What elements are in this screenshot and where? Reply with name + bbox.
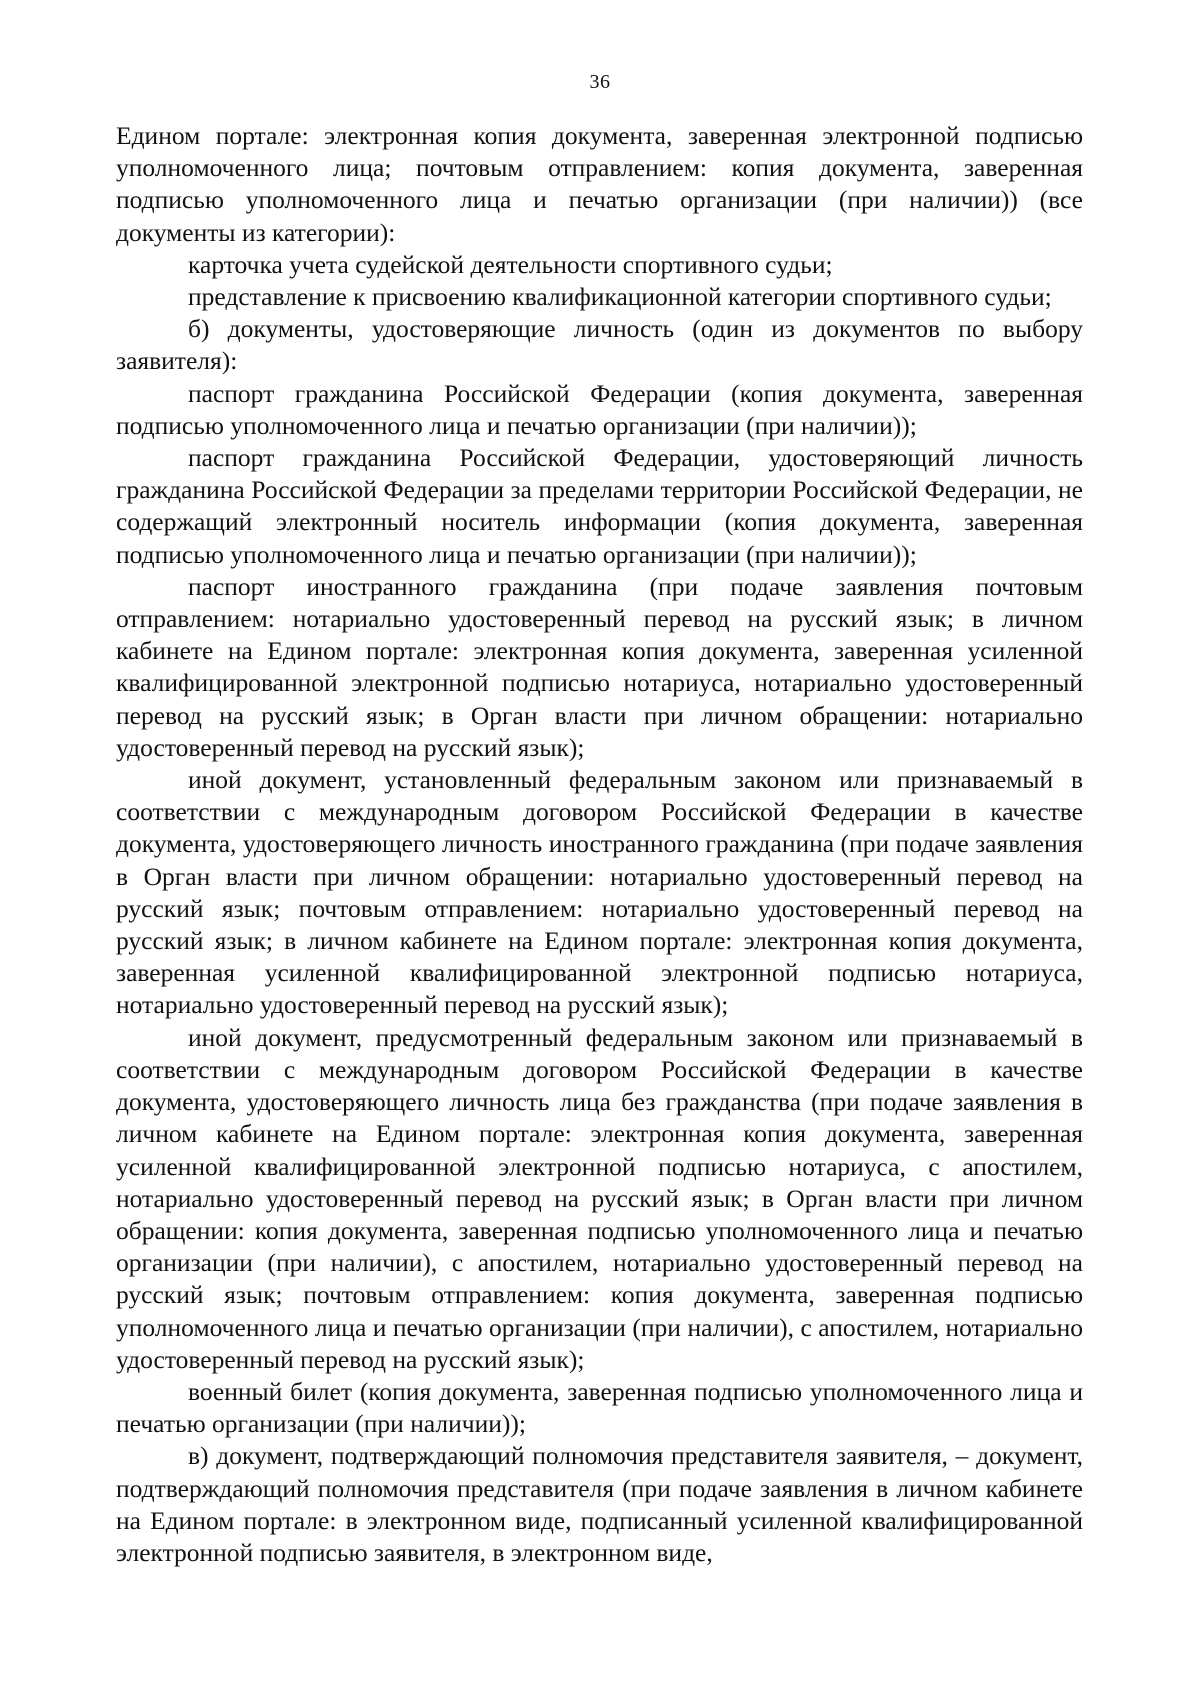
paragraph: военный билет (копия документа, заверенная подписью уполномоченного лица и печатью организации (при наличии));: [116, 1376, 1083, 1439]
paragraph: представление к присвоению квалификационной категории спортивного судьи;: [188, 282, 1052, 312]
paragraph: паспорт гражданина Российской Федерации, удостоверяющий личность гражданина Российской Федерации за пределами территории Российской Федерации, не содержащий электронный носитель информации (копия документа, заверенная подписью уполномоченного лица и печатью организации (при наличии));: [116, 443, 1083, 569]
paragraph: иной документ, предусмотренный федеральным законом или признаваемый в соответствии с международным договором Российской Федерации в качестве документа, удостоверяющего личность лица без гражданства (при подаче заявления в личном кабинете на Едином портале: электронная копия документа, заверенная усиленной квалифицированной электронной подписью нотариуса, с апостилем, нотариально удостоверенный перевод на русский язык; в Орган власти при личном обращении: копия документа, заверенная подписью уполномоченного лица и печатью организации (при наличии), с апостилем, нотариально удостоверенный перевод на русский язык; почтовым отправлением: копия документа, заверенная подписью уполномоченного лица и печатью организации (при наличии), с апостилем, нотариально удостоверенный перевод на русский язык);: [116, 1022, 1083, 1374]
paragraph: паспорт гражданина Российской Федерации (копия документа, заверенная подписью уполномоченного лица и печатью организации (при наличии));: [116, 378, 1083, 440]
paragraph: в) документ, подтверждающий полномочия представителя заявителя, – документ, подтверждающий полномочия представителя (при подаче заявления в личном кабинете на Едином портале: в электронном виде, подписанный усиленной квалифицированной электронной подписью заявителя, в электронном виде,: [116, 1441, 1083, 1567]
paragraph: иной документ, установленный федеральным законом или признаваемый в соответствии с международным договором Российской Федерации в качестве документа, удостоверяющего личность иностранного гражданина (при подаче заявления в Орган власти при личном обращении: нотариально удостоверенный перевод на русский язык; почтовым отправлением: нотариально удостоверенный перевод на русский язык; в личном кабинете на Едином портале: электронная копия документа, заверенная усиленной квалифицированной электронной подписью нотариуса, нотариально удостоверенный перевод на русский язык);: [116, 765, 1083, 1020]
page-number: 36: [589, 71, 611, 93]
document-body: [116, 120, 1083, 1569]
paragraph-continuation: Едином портале: электронная копия документа, заверенная электронной подписью уполномоченного лица; почтовым отправлением: копия документа, заверенная подписью уполномоченного лица и печатью организации (при наличии)) (все документы из категории):: [116, 121, 1083, 247]
paragraph: паспорт иностранного гражданина (при подаче заявления почтовым отправлением: нотариально удостоверенный перевод на русский язык; в личном кабинете на Едином портале: электронная копия документа, заверенная усиленной квалифицированной электронной подписью нотариуса, нотариально удостоверенный перевод на русский язык; в Орган власти при личном обращении: нотариально удостоверенный перевод на русский язык);: [116, 571, 1083, 762]
paragraph: карточка учета судейской деятельности спортивного судьи;: [188, 249, 833, 279]
paragraph: б) документы, удостоверяющие личность (один из документов по выбору заявителя):: [116, 314, 1083, 376]
